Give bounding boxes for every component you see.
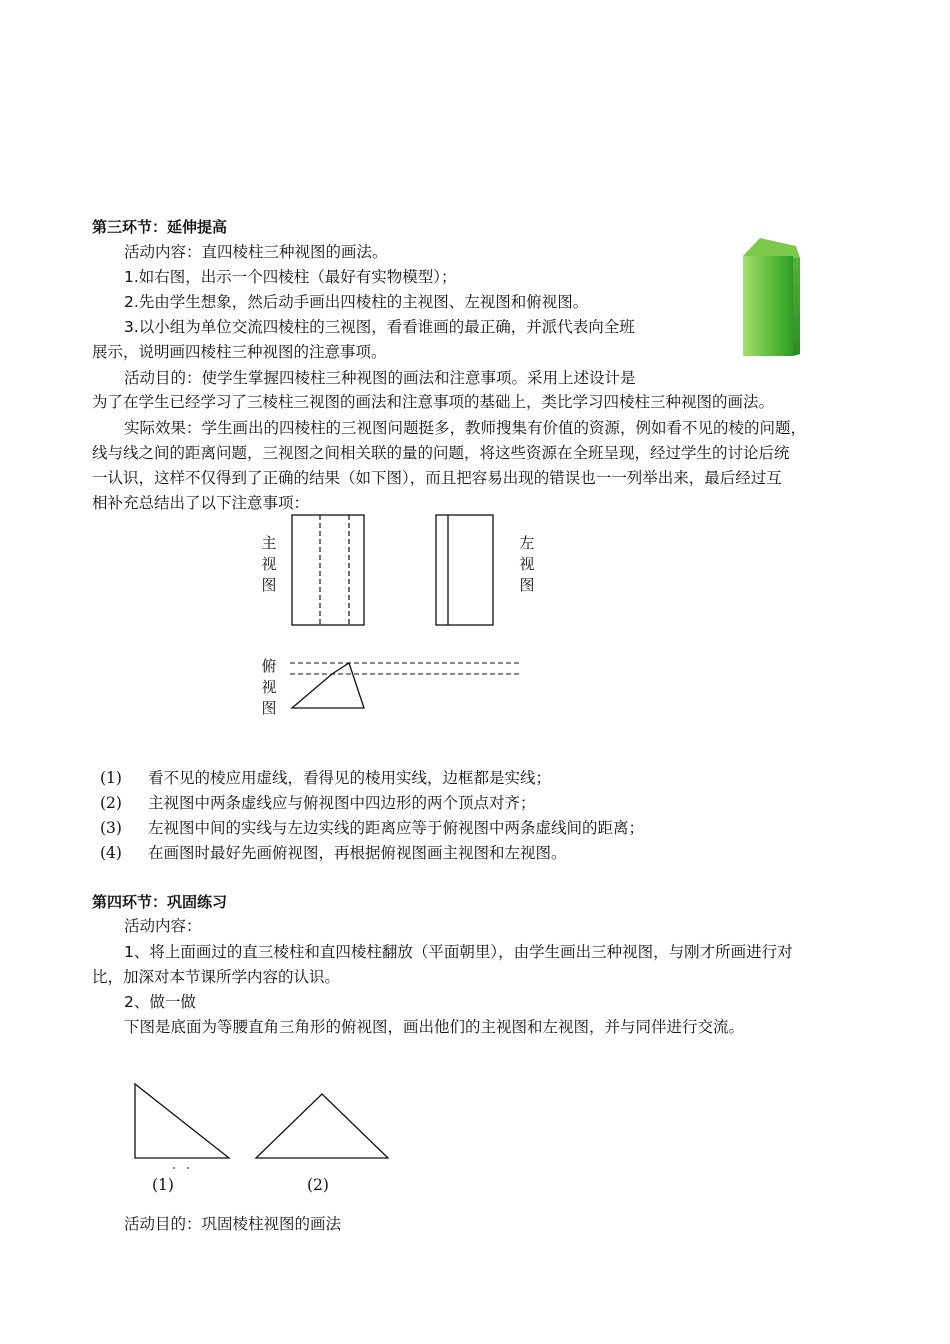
- note-1-num: (1): [100, 769, 122, 787]
- section3-effect-2: 线与线之间的距离问题，三视图之间相关联的量的问题，将这些资源在全班呈现，经过学生的讨论后统: [92, 444, 790, 462]
- right-triangle-1: [135, 1084, 229, 1158]
- note-2-num: (2): [100, 794, 122, 812]
- section3-heading: 第三环节：延伸提高: [92, 218, 228, 236]
- section3-item3b: 展示，说明画四棱柱三种视图的注意事项。: [92, 343, 387, 361]
- left-label-char-2: 视: [519, 555, 535, 573]
- left-view-label: [518, 533, 536, 596]
- section3-purpose-a: 活动目的：使学生掌握四棱柱三种视图的画法和注意事项。采用上述设计是: [124, 369, 636, 387]
- isosceles-triangle-2: [256, 1094, 388, 1158]
- top-view-quad: [292, 663, 364, 708]
- note-4-text: 在画图时最好先画俯视图，再根据俯视图画主视图和左视图。: [148, 844, 567, 862]
- mark-dot-1: [173, 1167, 175, 1169]
- section3-purpose-b: 为了在学生已经学习了三棱柱三视图的画法和注意事项的基础上，类比学习四棱柱三种视图的画法。: [92, 393, 775, 411]
- front-view-rect: [292, 515, 364, 625]
- triangle-2-label: (2): [307, 1176, 329, 1194]
- section3-item3a: 3.以小组为单位交流四棱柱的三视图，看看谁画的最正确，并派代表向全班: [124, 318, 635, 336]
- section4-content: 活动内容：: [124, 917, 202, 935]
- left-label-char-3: 图: [519, 576, 535, 594]
- section4-p1a: 1、将上面画过的直三棱柱和直四棱柱翻放（平面朝里），由学生画出三种视图，与刚才所画进行对: [124, 943, 793, 961]
- section4-purpose: 活动目的：巩固棱柱视图的画法: [124, 1215, 342, 1233]
- front-label-char-1: 主: [261, 534, 277, 552]
- note-3-text: 左视图中间的实线与左边实线的距离应等于俯视图中两条虚线间的距离；: [148, 819, 645, 837]
- note-2-text: 主视图中两条虚线应与俯视图中四边形的两个顶点对齐；: [148, 794, 536, 812]
- left-view-rect: [436, 515, 493, 625]
- triangle-1-label: (1): [152, 1176, 174, 1194]
- top-label-char-1: 俯: [261, 657, 277, 675]
- front-label-char-3: 图: [261, 576, 277, 594]
- front-view-label: [260, 533, 278, 596]
- mark-dot-2: [187, 1167, 189, 1169]
- section3-item2: 2.先由学生想象，然后动手画出四棱柱的主视图、左视图和俯视图。: [124, 293, 589, 311]
- section4-heading: 第四环节：巩固练习: [92, 893, 228, 911]
- top-view-label: [260, 656, 278, 719]
- note-3-num: (3): [100, 819, 122, 837]
- section3-effect-4: 相补充总结出了以下注意事项：: [92, 494, 310, 512]
- note-4-num: (4): [100, 844, 122, 862]
- section4-p2: 2、做一做: [124, 993, 196, 1011]
- section4-p3: 下图是底面为等腰直角三角形的俯视图，画出他们的主视图和左视图，并与同伴进行交流。: [124, 1018, 745, 1036]
- top-label-char-2: 视: [261, 678, 277, 696]
- top-label-char-3: 图: [261, 699, 277, 717]
- prism-image: [738, 236, 808, 360]
- front-label-char-2: 视: [261, 555, 277, 573]
- left-label-char-1: 左: [519, 534, 535, 552]
- three-views-figure: [280, 510, 530, 720]
- section3-effect-1: 实际效果：学生画出的四棱柱的三视图问题挺多，教师搜集有价值的资源，例如看不见的棱的问题，: [124, 419, 807, 437]
- section3-item1: 1.如右图，出示一个四棱柱（最好有实物模型）；: [124, 268, 457, 286]
- section4-p1b: 比，加深对本节课所学内容的认识。: [92, 968, 341, 986]
- section3-effect-3: 一认识，这样不仅得到了正确的结果（如下图），而且把容易出现的错误也一一列举出来，最后经过互: [92, 469, 782, 487]
- triangles-figure: [130, 1080, 400, 1175]
- section3-content: 活动内容：直四棱柱三种视图的画法。: [124, 243, 388, 261]
- note-1-text: 看不见的棱应用虚线，看得见的棱用实线，边框都是实线；: [148, 769, 552, 787]
